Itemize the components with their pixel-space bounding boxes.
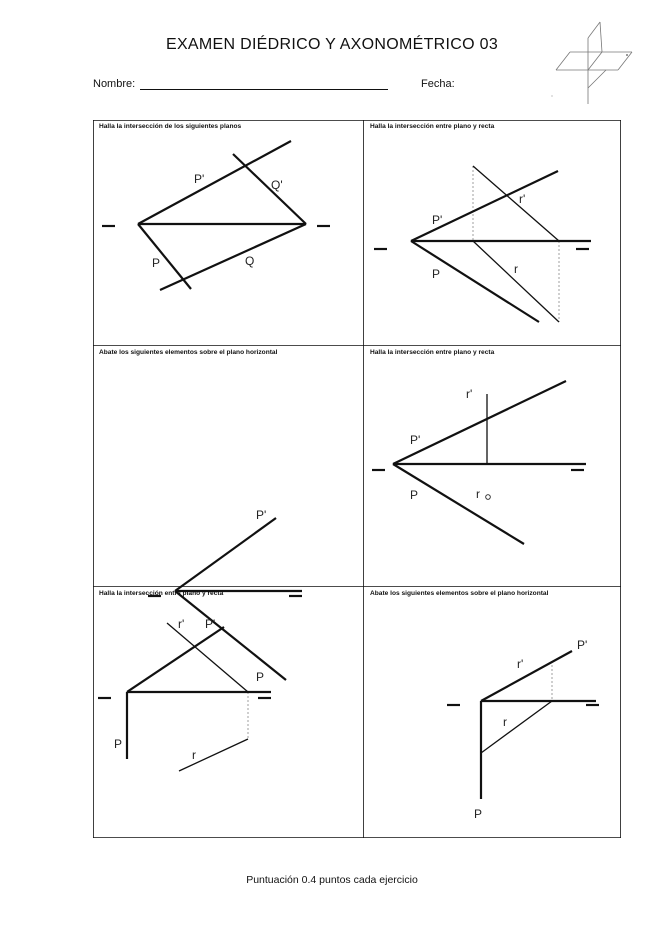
label-p-prime: P' xyxy=(410,433,421,447)
exercise-grid xyxy=(93,120,621,838)
label-q-prime: Q' xyxy=(271,178,283,192)
label-p-prime: P' xyxy=(256,508,267,522)
instruction-6: Abate los siguientes elementos sobre el plano horizontal xyxy=(370,590,549,597)
label-p: P xyxy=(114,737,123,751)
exam-title: EXAMEN DIÉDRICO Y AXONOMÉTRICO 03 xyxy=(165,36,499,53)
label-r-prime: r' xyxy=(517,657,524,671)
label-r: r xyxy=(192,748,196,762)
label-p: P xyxy=(410,488,419,502)
exercise-4 xyxy=(364,346,621,587)
name-field[interactable] xyxy=(140,89,388,90)
label-p: P xyxy=(152,256,161,270)
instruction-5: Halla la intersección entre plano y recta xyxy=(99,590,224,597)
instruction-2: Halla la intersección entre plano y recta xyxy=(370,123,495,130)
label-r-prime: r' xyxy=(466,387,473,401)
label-p-prime: P' xyxy=(194,172,205,186)
label-r-prime: r' xyxy=(519,192,526,206)
instruction-1: Halla la intersección de los siguientes planos xyxy=(99,123,242,130)
label-q: Q xyxy=(245,254,255,268)
instruction-3: Abate los siguientes elementos sobre el plano horizontal xyxy=(99,349,278,356)
label-r-o: r xyxy=(476,487,480,501)
exercise-6 xyxy=(364,587,621,838)
label-p: P xyxy=(474,807,483,821)
footer-score: Puntuación 0.4 puntos cada ejercicio xyxy=(246,874,418,886)
label-r: r xyxy=(503,715,507,729)
label-p: P xyxy=(432,267,441,281)
exercise-1 xyxy=(93,120,364,346)
label-p: P xyxy=(256,670,265,684)
date-label: Fecha: xyxy=(421,78,455,90)
dihedral-planes-icon xyxy=(548,18,638,108)
label-r: r xyxy=(514,262,518,276)
exercise-2 xyxy=(364,120,621,346)
instruction-4: Halla la intersección entre plano y recta xyxy=(370,349,495,356)
label-p-prime: P' xyxy=(205,617,216,631)
label-p-prime: P' xyxy=(432,213,443,227)
exercise-5 xyxy=(93,587,364,838)
label-r-prime: r' xyxy=(178,617,185,631)
name-label: Nombre: xyxy=(93,78,136,90)
label-p-prime: P' xyxy=(577,638,588,652)
